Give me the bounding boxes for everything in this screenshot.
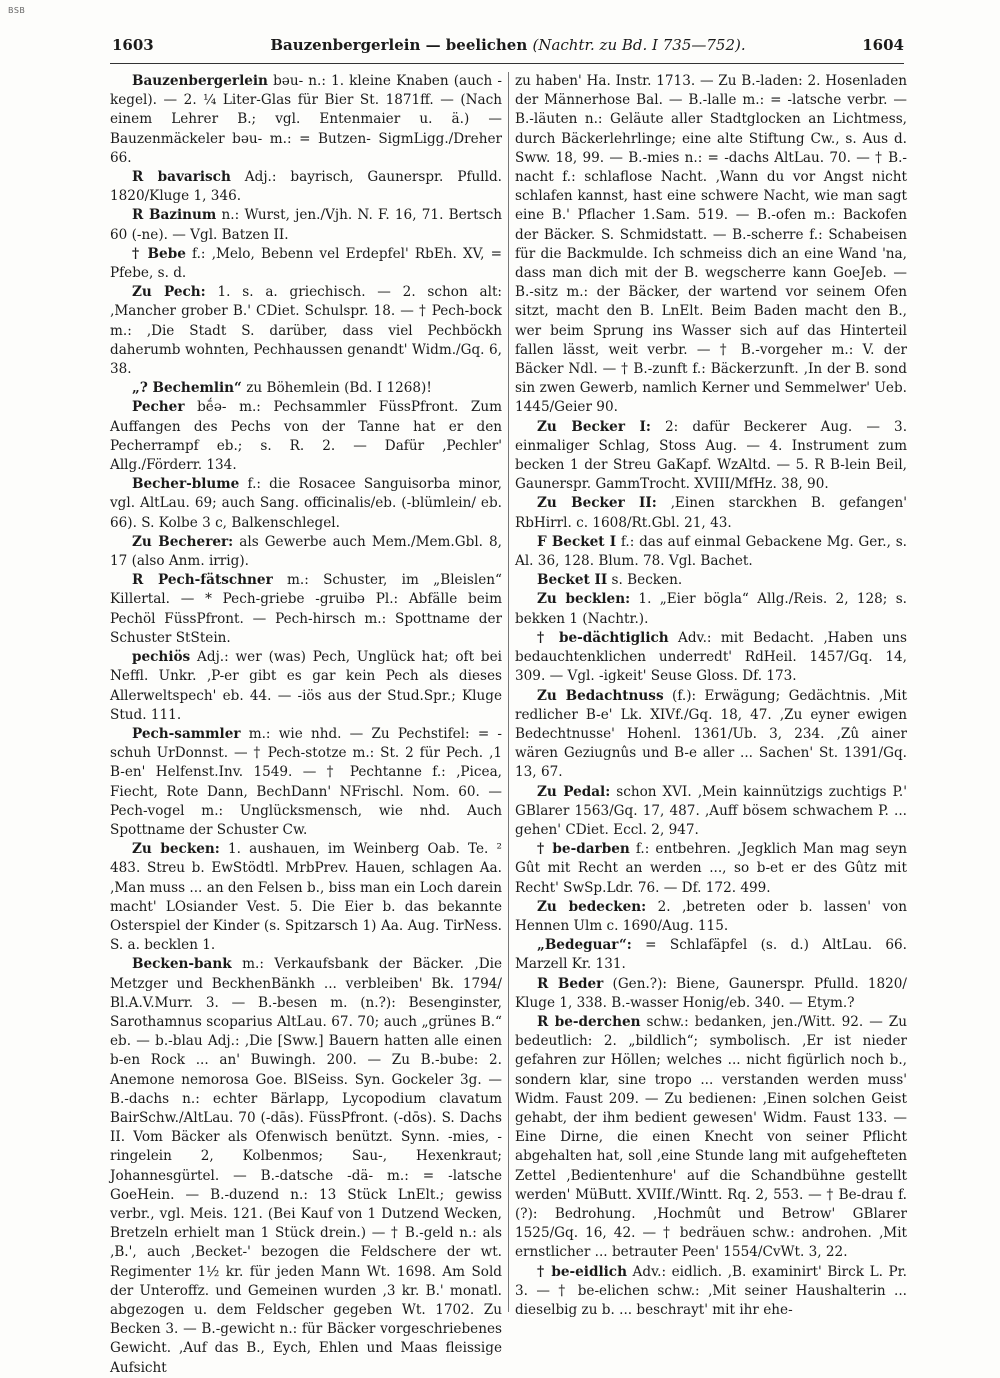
entry-body: 1. „Eier bögla“ Allg./Reis. 2, 128; s. bekken 1 (Nachtr.).: [515, 591, 907, 627]
entry-body: m.: Schuster, im „Bleislen“ Killertal. — * Pech-griebe -gruibə Pl.: Abfälle beim Pechöl FüssPfront. — Pech-hirsch m.: Spottname der Schuster StStein.: [110, 572, 503, 646]
entry-body: f.: das auf einmal Gebackene Mg. Ger., s. Al. 36, 128. Blum. 78. Vgl. Bachet.: [515, 533, 907, 570]
right-page-number: 1604: [862, 36, 904, 54]
entry-body: 1. s. a. griechisch. — 2. schon alt: ‚Mancher grober B.' CDiet. Schulspr. 18. — † Pech-bock m.: ‚Die Stadt S. darüber, dass viel Pechböckh daherumb wohnten, Pechhaussen genandt' Widm./Gq. 6, 38.: [110, 284, 503, 378]
entry-headword: pechiös: [132, 649, 191, 666]
entry-body: m.: Verkaufsbank der Bäcker. ‚Die Metzger und BeckhenBänkh ... verbleiben' Bk. 1794/ Bl.A.V.Murr. 3. — B.-besen m. (n.?): Besenginster, Sarothamnus scoparius AltLau. 67. 70; auch „grünes B.“ eb. — b.-blau Adj.: ‚Die [Sww.] Bauern hatten alle einen b-en Rock ... an' Buwingh. 200. — Zu B.-bube: 2. Anemone nemorosa Goe. BlSeiss. Syn. Gockeler 3g. — B.-dachs n.: echter Bärlapp, Lycopodium clavatum BairSchw./AltLau. 70 (-dās). FüssPfront. (-dōs). S. Dachs II. Vom Bäcker als Ofenwisch benützt. Synn. -mies, -ringelein 2, Kolbenmos; Sau-, Hexenkraut; Johannesgürtel. — B.-datsche -dä- m.: = -latsche GoeHein. — B.-duzend n.: 13 Stück LnElt.; gewiss verbr., vgl. Meis. 121. (Bei Kauf von 1 Dutzend Wecken, Bretzeln erhielt man 1 Stück drein.) — † B.-geld n.: als ‚B.', auch ‚Becket-' bezogen die Feldschere der wt. Regimenter 1½ kr. für jeden Mann Wt. 1698. Am Sold der Unteroffz. und Gemeinen wurden ‚3 kr. B.' monatl. abgezogen u. dem Feldscher gegeben Wt. 1702. Zu Becken 3. — B.-gewicht n.: für Bäcker vorgeschriebenes Gewicht. ‚Auf das B., Eych, Ehlen und Maas fleissige Aufsicht: [110, 956, 502, 1376]
entry-body: n.: Wurst, jen./Vjh. N. F. 16, 71. Bertsch 60 (-ne). — Vgl. Batzen II.: [110, 207, 502, 243]
entry-headword: „? Bechemlin“: [132, 380, 242, 397]
dictionary-entry: [515, 629, 907, 687]
entry-headword: Zu becklen:: [537, 591, 631, 608]
dictionary-entry: [515, 1013, 907, 1263]
running-header: [112, 36, 904, 58]
entry-body: Adv.: mit Bedacht. ‚Haben uns bedauchtenklichen underredt' RdHeil. 1457/Gq. 14, 309. — Vgl. -igkeit' Seuse Gloss. Df. 173.: [515, 629, 907, 685]
entry-headword: Zu Becker II:: [537, 495, 657, 512]
entry-body: schon XVI. ‚Mein kainnützigs zuchtigs P.' GBlarer 1563/Gq. 17, 487. ‚Auff bösem schwachem P. ... gehen' CDiet. Eccl. 2, 947.: [515, 783, 907, 838]
dictionary-entry: [515, 975, 907, 1013]
entry-headword: R bavarisch: [132, 169, 231, 186]
dictionary-entry: [515, 1263, 907, 1321]
left-page-number: 1603: [112, 36, 154, 54]
dictionary-entry: [515, 418, 907, 495]
entry-body: (Gen.?): Biene, Gaunerspr. Pfulld. 1820/ Kluge 1, 338. B.-wasser Honig/eb. 340. — Etym.?: [515, 975, 907, 1011]
dictionary-entry: [515, 687, 907, 783]
entry-headword: † Bebe: [132, 245, 186, 262]
library-stamp: BSB: [8, 6, 26, 15]
dictionary-entry: [515, 533, 907, 571]
header-title-text: Bauzenbergerlein — beelichen: [270, 36, 528, 54]
entry-headword: † be-eidlich: [537, 1263, 627, 1280]
entry-body: = Schlafäpfel (s. d.) AltLau. 66. Marzell Kr. 131.: [515, 937, 907, 973]
dictionary-entry: [110, 379, 502, 398]
entry-body: s. Becken.: [607, 572, 683, 589]
entry-headword: Zu Pedal:: [537, 783, 611, 800]
entry-headword: Bauzenbergerlein: [132, 73, 268, 89]
dictionary-entry: [110, 283, 502, 379]
entry-headword: F Becket I: [537, 533, 617, 550]
entry-headword: Becket II: [537, 572, 608, 589]
entry-headword: Zu Pech:: [132, 284, 206, 301]
header-rule: [110, 63, 904, 64]
entry-body: ‚Einen starckhen B. gefangen' RbHirrl. c. 1608/Rt.Gbl. 21, 43.: [515, 495, 907, 531]
entry-headword: Becher-blume: [132, 476, 240, 493]
entry-body: 2: dafür Beckerer Aug. — 3. einmaliger Schlag, Stoss Aug. — 4. Instrument zum becken 1 der Streu GaKapf. WzAltd. — 5. R B-lein Beil, Gaunerspr. GammTrocht. XVIII/MfHz. 38, 90.: [515, 418, 908, 493]
entry-headword: Zu Bedachtnuss: [537, 687, 664, 704]
entry-body: zu Böhemlein (Bd. I 1268)!: [241, 380, 432, 397]
entry-headword: „Bedeguar“:: [537, 937, 632, 954]
dictionary-entry: [110, 840, 502, 955]
dictionary-entry: [110, 475, 502, 533]
right-column: [515, 72, 908, 1318]
entry-headword: † be-darben: [537, 841, 630, 858]
column-separator: [508, 72, 509, 1312]
entry-headword: R be-derchen: [537, 1013, 641, 1030]
dictionary-entry: [515, 494, 907, 532]
entry-headword: Zu Becker I:: [537, 418, 651, 435]
dictionary-entry: [515, 840, 907, 898]
dictionary-entry: [110, 533, 502, 571]
entry-body: bəu- n.: 1. kleine Knaben (auch -kegel). — 2. ¼ Liter-Glas für Bier St. 1871ff. — (Nach einem Lehrer B.; vgl. Entenmaier u. ä.) — Bauzenmäckeler bəu- m.: = Butzen- SigmLigg./Dreher 66.: [110, 73, 502, 166]
entry-body: Adj.: wer (was) Pech, Unglück hat; oft bei Neffl. Unkr. ‚P-er gibt es gar kein Pech als dieses Allerweltspech' eb. 44. — -iös aus der Stud.Spr.; Kluge Stud. 111.: [110, 649, 502, 723]
dictionary-entry: [515, 783, 907, 841]
entry-headword: Pech-sammler: [132, 725, 241, 742]
entry-headword: Pecher: [132, 399, 185, 416]
entry-body: Adv.: eidlich. ‚B. examinirt' Birck L. Pr. 3. — † be-elichen schw.: ‚Mit seiner Haushalterin ... dieselbig zu b. ... beschrayt' mit ihr ehe-: [515, 1263, 907, 1318]
dictionary-entry: [110, 955, 502, 1377]
header-subtitle: (Nachtr. zu Bd. I 735—752).: [532, 36, 746, 54]
dictionary-entry: [110, 206, 502, 244]
entry-headword: Zu bedecken:: [537, 898, 647, 915]
entry-body: als Gewerbe auch Mem./Mem.Gbl. 8, 17 (also Anm. irrig).: [110, 533, 502, 570]
dictionary-entry: [515, 936, 907, 974]
entry-body: f.: ‚Melo, Bebenn vel Erdepfel' RbEh. XV, = Pfebe, s. d.: [110, 245, 502, 282]
entry-headword: R Beder: [537, 975, 604, 992]
entry-headword: Zu Becherer:: [132, 533, 234, 550]
entry-headword: R Bazinum: [132, 207, 217, 224]
entry-body: Adj.: bayrisch, Gaunerspr. Pfulld. 1820/Kluge 1, 346.: [110, 169, 502, 205]
dictionary-entry: [515, 571, 907, 590]
header-title: [270, 36, 745, 54]
entry-body: f.: die Rosacee Sanguisorba minor, vgl. AltLau. 69; auch Sang. officinalis/eb. (-blümlein/ eb. 66). S. Kolbe 3 c, Balkenschlegel.: [110, 476, 502, 531]
entry-headword: † be-dächtiglich: [537, 629, 669, 646]
dictionary-entry: [110, 725, 502, 840]
dictionary-entry: [515, 590, 907, 628]
entry-headword: Becken-bank: [132, 956, 232, 973]
entry-body: schw.: bedanken, jen./Witt. 92. — Zu bedeutlich: 2. „bildlich“; symbolisch. ‚Er ist nieder gefahren zur Höllen; welches ... nicht figürlich noch b., sondern klar, sine tropo ... verstanden werden muss' Widm. Faust 209. — Zu bedienen: ‚Einen solchen Geist gehabt, der ihm bedient gewesen' Widm. Faust 133. — Eine Dirne, die einen Knecht von seiner Pflicht abgehalten hat, soll ‚eine Stunde lang mit aufgehefteten Zettel ‚Bedientenhure' auf die Schandbühne gestellt werden' MüButt. XVIIf./Wintt. Rq. 2, 553. — † Be-drau f. (?): Bedrohung. ‚Hochmût und Betrow' GBlarer 1525/Gq. 16, 42. — † bedräuen schw.: androhen. ‚Mit ernstlicher ... betrauter Peen' 1554/CvWt. 3, 22.: [515, 1013, 907, 1261]
dictionary-entry: [110, 245, 502, 283]
dictionary-entry: [110, 398, 502, 475]
left-column: [110, 72, 503, 1376]
entry-body: (f.): Erwägung; Gedächtnis. ‚Mit redlicher B-e' Lk. XIVf./Gq. 18, 47. ‚Zu eyner ewigen Bedechtnusse' Hohenl. 1361/Ub. 3, 234. ‚Zû ainer wären Geziugnûs und B-e aller ... Sachen' St. 1391/Gq. 13, 67.: [515, 687, 907, 781]
dictionary-entry: [515, 898, 907, 936]
entry-body: 2. ‚betreten oder b. lassen' von Hennen Ulm c. 1690/Aug. 115.: [515, 898, 907, 934]
entry-body: bḗə- m.: Pechsammler FüssPfront. Zum Auffangen des Pechs von der Tanne hat er den Pecherrampf eb.; s. R. 2. — Dafür ‚Pechler' Allg./Förderr. 134.: [110, 399, 502, 474]
entry-headword: Zu becken:: [132, 841, 220, 858]
dictionary-entry: [110, 648, 502, 725]
entry-headword: R Pech-fätschner: [132, 572, 273, 589]
dictionary-entry: [110, 571, 502, 648]
entry-body: f.: entbehren. ‚Jegklich Man mag seyn Gût mit Recht an werden ..., so b-et er des Gûtz mit Recht' SwSp.Ldr. 76. — Df. 172. 499.: [515, 841, 907, 896]
dictionary-entry: [515, 72, 907, 418]
dictionary-entry: [110, 168, 502, 206]
entry-body: zu haben' Ha. Instr. 1713. — Zu B.-laden: 2. Hosenladen der Männerhose Bal. — B.-lalle m.: = -latsche verbr. — B.-läuten n.: Geläute aller Stadtglocken an Lichtmess, durch Bäckerlehrlinge; eine alte Stiftung Cw., s. Aus d. Sww. 18, 99. — B.-mies n.: = -dachs AltLau. 70. — † B.-nacht f.: schlaflose Nacht. ‚Wann du vor Angst nicht schlafen kannst, hast eine schwere Nacht, wie man sagt eine B.' Pflacher 1.Sam. 519. — B.-ofen m.: Backofen der Bäcker. S. Schmidstatt. — B.-scherre f.: Schabeisen für die Backmulde. Ich schmeiss dich an eine Wand 'na, dass man dich mit der B. wegscherre kann GoeJeb. — B.-sitz m.: der Bäcker, der wartend vor seinem Ofen sitzt, macht den B. LnElt. Beim Baden macht den B., wer beim Sprung ins Wasser sich auf das Hinterteil fallen lässt, weit verbr. — † B.-vorgeher m.: V. der Bäcker Ndl. — † B.-zunft f.: Bäckerzunft. ‚In der B. sond sin zwen Gewerb, namlich Kerner und Semmelwer' Ueb. 1445/Geier 90.: [515, 73, 907, 416]
dictionary-entry: [110, 72, 502, 168]
entry-body: m.: wie nhd. — Zu Pechstifel: = -schuh UrDonnst. — † Pech-stotze m.: St. 2 für Pech. ‚1 B-en' Helfenst.Inv. 1549. — † Pechtanne f.: ‚Picea, Fiecht, Rote Dann, BechDann' NFrischl. Nom. 60. — Pech-vogel m.: Unglücksmensch, wie nhd. Auch Spottname der Schuster Cw.: [110, 725, 502, 838]
entry-body: 1. aushauen, im Weinberg Oab. Te. ² 483. Streu b. EwStödtl. MrbPrev. Hauen, schlagen Aa. ‚Man muss ... an den Felsen b., biss man ein Loch darein macht' LOsiander Vest. 5. Die Eier b. das bekannte Osterspiel der Kinder (s. Spitzarsch 1) Aa. Aug. TirNess. S. a. becklen 1.: [110, 841, 502, 954]
